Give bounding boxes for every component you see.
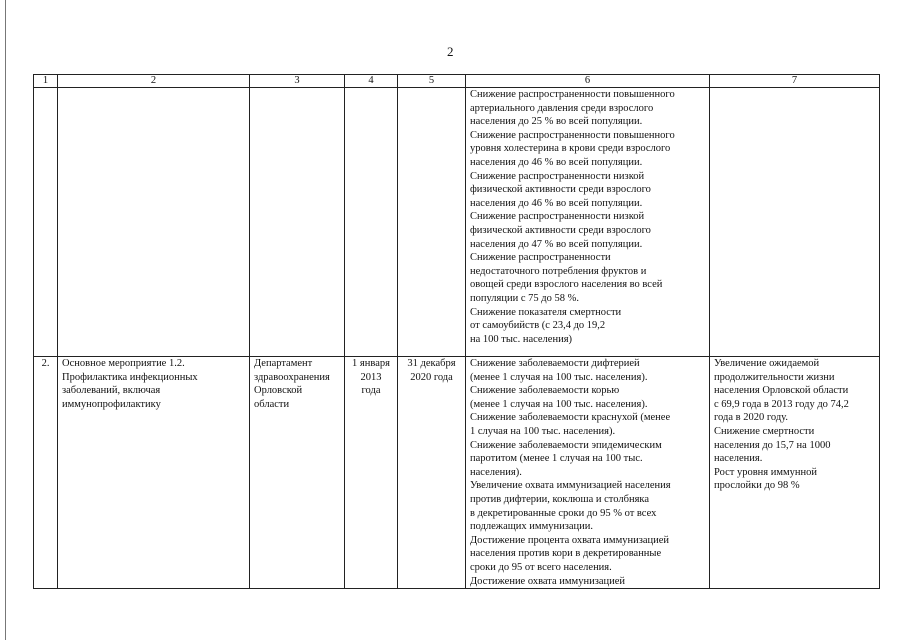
outcome-cell xyxy=(710,357,880,589)
page-number: 2 xyxy=(447,44,454,59)
measure-name-line: заболеваний, включая xyxy=(62,385,161,397)
outcome-line: Снижение смертности xyxy=(714,425,815,437)
table-cell xyxy=(58,88,250,357)
result-line: физической активности среди взрослого xyxy=(470,184,651,196)
outcome-line: Увеличение ожидаемой xyxy=(714,358,820,369)
result-line: Снижение заболеваемости дифтерией xyxy=(470,358,640,369)
result-line: Снижение распространенности повышенного xyxy=(470,89,675,100)
outcome-line: населения до 15,7 на 1000 xyxy=(714,439,831,451)
table-cell xyxy=(34,88,58,357)
end-date-line: 31 декабря xyxy=(407,358,456,369)
result-line: (менее 1 случая на 100 тыс. населения). xyxy=(470,398,648,410)
result-line: населения). xyxy=(470,466,522,478)
result-line: сроки до 95 от всего населения. xyxy=(470,561,612,573)
measures-table xyxy=(33,74,880,589)
result-line: Снижение показателя смертности xyxy=(470,306,622,318)
executor-cell xyxy=(250,357,345,589)
result-line: населения против кори в декретированные xyxy=(470,548,662,560)
start-date-line: года xyxy=(361,385,381,397)
start-date-line: 2013 xyxy=(360,371,382,383)
outcome-line: года в 2020 году. xyxy=(714,412,788,424)
header-cell: 6 xyxy=(466,75,710,88)
measure-name-line: иммунопрофилактику xyxy=(62,398,161,410)
executor-line: Департамент xyxy=(254,358,313,369)
measure-name-line: Профилактика инфекционных xyxy=(62,371,198,383)
start-date-cell xyxy=(345,357,398,589)
result-line: населения до 47 % во всей популяции. xyxy=(470,238,643,250)
outcome-line: продолжительности жизни xyxy=(714,371,835,383)
result-line: против дифтерии, коклюша и столбняка xyxy=(470,493,649,505)
result-line: 1 случая на 100 тыс. населения). xyxy=(470,425,616,437)
result-line: паротитом (менее 1 случая на 100 тыс. xyxy=(470,453,643,465)
result-line: в декретированные сроки до 95 % от всех xyxy=(470,507,657,519)
start-date-line: 1 января xyxy=(352,358,390,369)
table-row xyxy=(34,357,880,589)
row-number: 2. xyxy=(34,357,58,589)
result-line: Снижение распространенности повышенного xyxy=(470,129,675,141)
outcome-line: прослойки до 98 % xyxy=(714,480,800,492)
header-cell: 5 xyxy=(398,75,466,88)
result-line: недостаточного потребления фруктов и xyxy=(470,265,647,277)
expected-results-cell xyxy=(466,357,710,589)
outcome-line: населения. xyxy=(714,453,763,465)
result-line: Достижение охвата иммунизацией xyxy=(470,575,626,587)
result-line: Достижение процента охвата иммунизацией xyxy=(470,534,670,546)
executor-line: Орловской xyxy=(254,385,303,397)
result-line: овощей среди взрослого населения во всей xyxy=(470,279,663,291)
outcome-line: Рост уровня иммунной xyxy=(714,466,818,478)
table-cell xyxy=(710,88,880,357)
result-line: Снижение распространенности низкой xyxy=(470,211,645,223)
table-cell xyxy=(398,88,466,357)
result-line: Снижение распространенности низкой xyxy=(470,170,645,182)
table-header-row xyxy=(34,75,880,88)
outcome-line: населения Орловской области xyxy=(714,385,849,397)
table-cell xyxy=(250,88,345,357)
result-line: населения до 25 % во всей популяции. xyxy=(470,116,643,128)
result-line: Снижение распространенности xyxy=(470,252,611,264)
executor-line: здравоохранения xyxy=(254,371,330,383)
result-line: артериального давления среди взрослого xyxy=(470,102,654,114)
end-date-line: 2020 года xyxy=(410,371,453,383)
result-line: населения до 46 % во всей популяции. xyxy=(470,197,643,209)
measure-name-line: Основное мероприятие 1.2. xyxy=(62,358,185,369)
outcome-line: с 69,9 года в 2013 году до 74,2 xyxy=(714,398,849,410)
measure-name-cell xyxy=(58,357,250,589)
header-cell: 4 xyxy=(345,75,398,88)
scan-edge-line xyxy=(5,0,6,640)
result-line: от самоубийств (с 23,4 до 19,2 xyxy=(470,320,606,332)
result-line: уровня холестерина в крови среди взрослого xyxy=(470,143,671,155)
result-line: Снижение заболеваемости эпидемическим xyxy=(470,439,662,451)
end-date-cell xyxy=(398,357,466,589)
table-cell xyxy=(345,88,398,357)
header-cell: 2 xyxy=(58,75,250,88)
header-cell: 3 xyxy=(250,75,345,88)
result-line: (менее 1 случая на 100 тыс. населения). xyxy=(470,371,648,383)
result-line: населения до 46 % во всей популяции. xyxy=(470,156,643,168)
result-line: на 100 тыс. населения) xyxy=(470,333,573,345)
header-cell: 1 xyxy=(34,75,58,88)
expected-results-cell xyxy=(466,88,710,357)
result-line: физической активности среди взрослого xyxy=(470,224,651,236)
result-line: Снижение заболеваемости краснухой (менее xyxy=(470,412,671,424)
header-cell: 7 xyxy=(710,75,880,88)
table-row xyxy=(34,88,880,357)
result-line: подлежащих иммунизации. xyxy=(470,521,593,533)
result-line: Увеличение охвата иммунизацией населения xyxy=(470,480,671,492)
result-line: популяции с 75 до 58 %. xyxy=(470,292,579,304)
executor-line: области xyxy=(254,398,290,410)
result-line: Снижение заболеваемости корью xyxy=(470,385,620,397)
